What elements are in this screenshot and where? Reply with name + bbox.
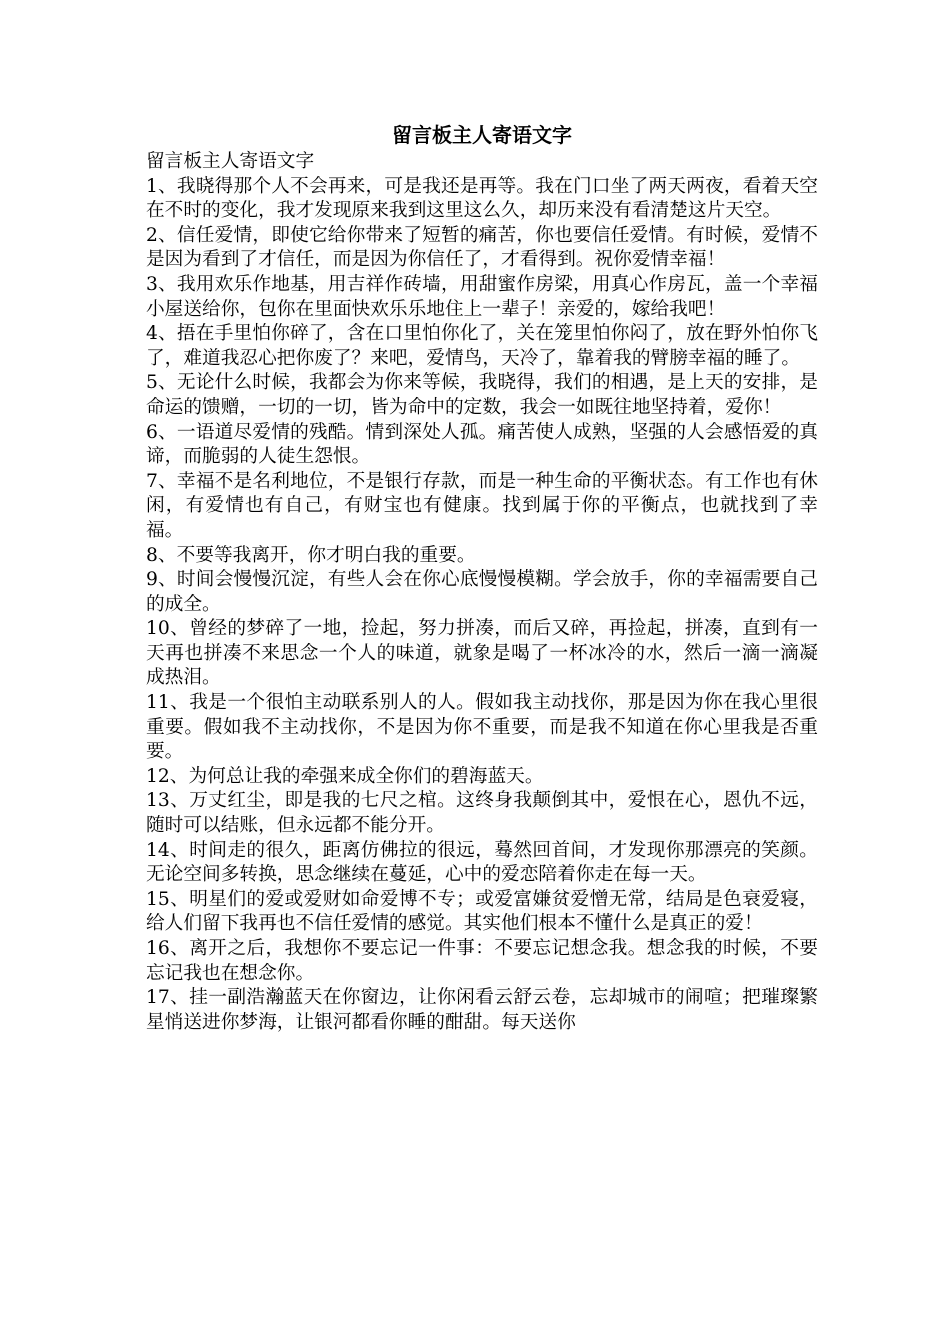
paragraph-13: 13、万丈红尘，即是我的七尺之棺。这终身我颠倒其中，爱恨在心，恩仇不远，随时可以结账，但永远都不能分开。 xyxy=(146,790,818,837)
paragraph-11: 11、我是一个很怕主动联系别人的人。假如我主动找你，那是因为你在我心里很重要。假如我不主动找你，不是因为你不重要，而是我不知道在你心里我是否重要。 xyxy=(146,692,818,763)
paragraph-7: 7、幸福不是名利地位，不是银行存款，而是一种生命的平衡状态。有工作也有休闲，有爱情也有自己，有财宝也有健康。找到属于你的平衡点，也就找到了幸福。 xyxy=(146,470,818,541)
paragraph-16: 16、离开之后，我想你不要忘记一件事：不要忘记想念我。想念我的时候，不要忘记我也在想念你。 xyxy=(146,938,818,984)
paragraph-6: 6、一语道尽爱情的残酷。情到深处人孤。痛苦使人成熟，坚强的人会感悟爱的真谛，而脆弱的人徒生怨恨。 xyxy=(146,421,818,468)
document-title: 留言板主人寄语文字 xyxy=(392,123,572,147)
paragraph-17: 17、挂一副浩瀚蓝天在你窗边，让你闲看云舒云卷，忘却城市的闹喧；把璀璨繁星悄送进你梦海，让银河都看你睡的酣甜。每天送你 xyxy=(146,987,818,1033)
paragraph-10: 10、曾经的梦碎了一地，捡起，努力拼凑，而后又碎，再捡起，拼凑，直到有一天再也拼凑不来思念一个人的味道，就象是喝了一杯冰冷的水，然后一滴一滴凝成热泪。 xyxy=(146,618,818,689)
paragraph-14: 14、时间走的很久，距离仿佛拉的很远，蓦然回首间，才发现你那漂亮的笑颜。无论空间多转换，思念继续在蔓延，心中的爱恋陪着你走在每一天。 xyxy=(146,839,818,886)
document-page xyxy=(146,120,818,1035)
paragraph-1: 1、我晓得那个人不会再来，可是我还是再等。我在门口坐了两天两夜，看着天空在不时的变化，我才发现原来我到这里这么久，却历来没有看清楚这片天空。 xyxy=(146,175,818,222)
paragraph-2: 2、信任爱情，即使它给你带来了短暂的痛苦，你也要信任爱情。有时候，爱情不是因为看到了才信任，而是因为你信任了，才看得到。祝你爱情幸福！ xyxy=(146,224,818,271)
paragraph-9: 9、时间会慢慢沉淀，有些人会在你心底慢慢模糊。学会放手，你的幸福需要自己的成全。 xyxy=(146,569,818,615)
paragraph-5: 5、无论什么时候，我都会为你来等候，我晓得，我们的相遇，是上天的安排，是命运的馈赠，一切的一切，皆为命中的定数，我会一如既往地坚持着，爱你！ xyxy=(146,372,818,418)
paragraph-15: 15、明星们的爱或爱财如命爱博不专；或爱富嫌贫爱憎无常，结局是色衰爱寝，给人们留下我再也不信任爱情的感觉。其实他们根本不懂什么是真正的爱！ xyxy=(146,888,818,935)
paragraph-subtitle: 留言板主人寄语文字 xyxy=(146,151,315,172)
paragraph-3: 3、我用欢乐作地基，用吉祥作砖墙，用甜蜜作房梁，用真心作房瓦，盖一个幸福小屋送给你，包你在里面快欢乐乐地住上一辈子！亲爱的，嫁给我吧！ xyxy=(146,273,818,320)
paragraph-4: 4、捂在手里怕你碎了，含在口里怕你化了，关在笼里怕你闷了，放在野外怕你飞了，难道我忍心把你废了？来吧，爱情鸟，天冷了，靠着我的臂膀幸福的睡了。 xyxy=(146,323,818,369)
paragraph-8: 8、不要等我离开，你才明白我的重要。 xyxy=(146,544,476,566)
paragraph-12: 12、为何总让我的牵强来成全你们的碧海蓝天。 xyxy=(146,765,544,787)
